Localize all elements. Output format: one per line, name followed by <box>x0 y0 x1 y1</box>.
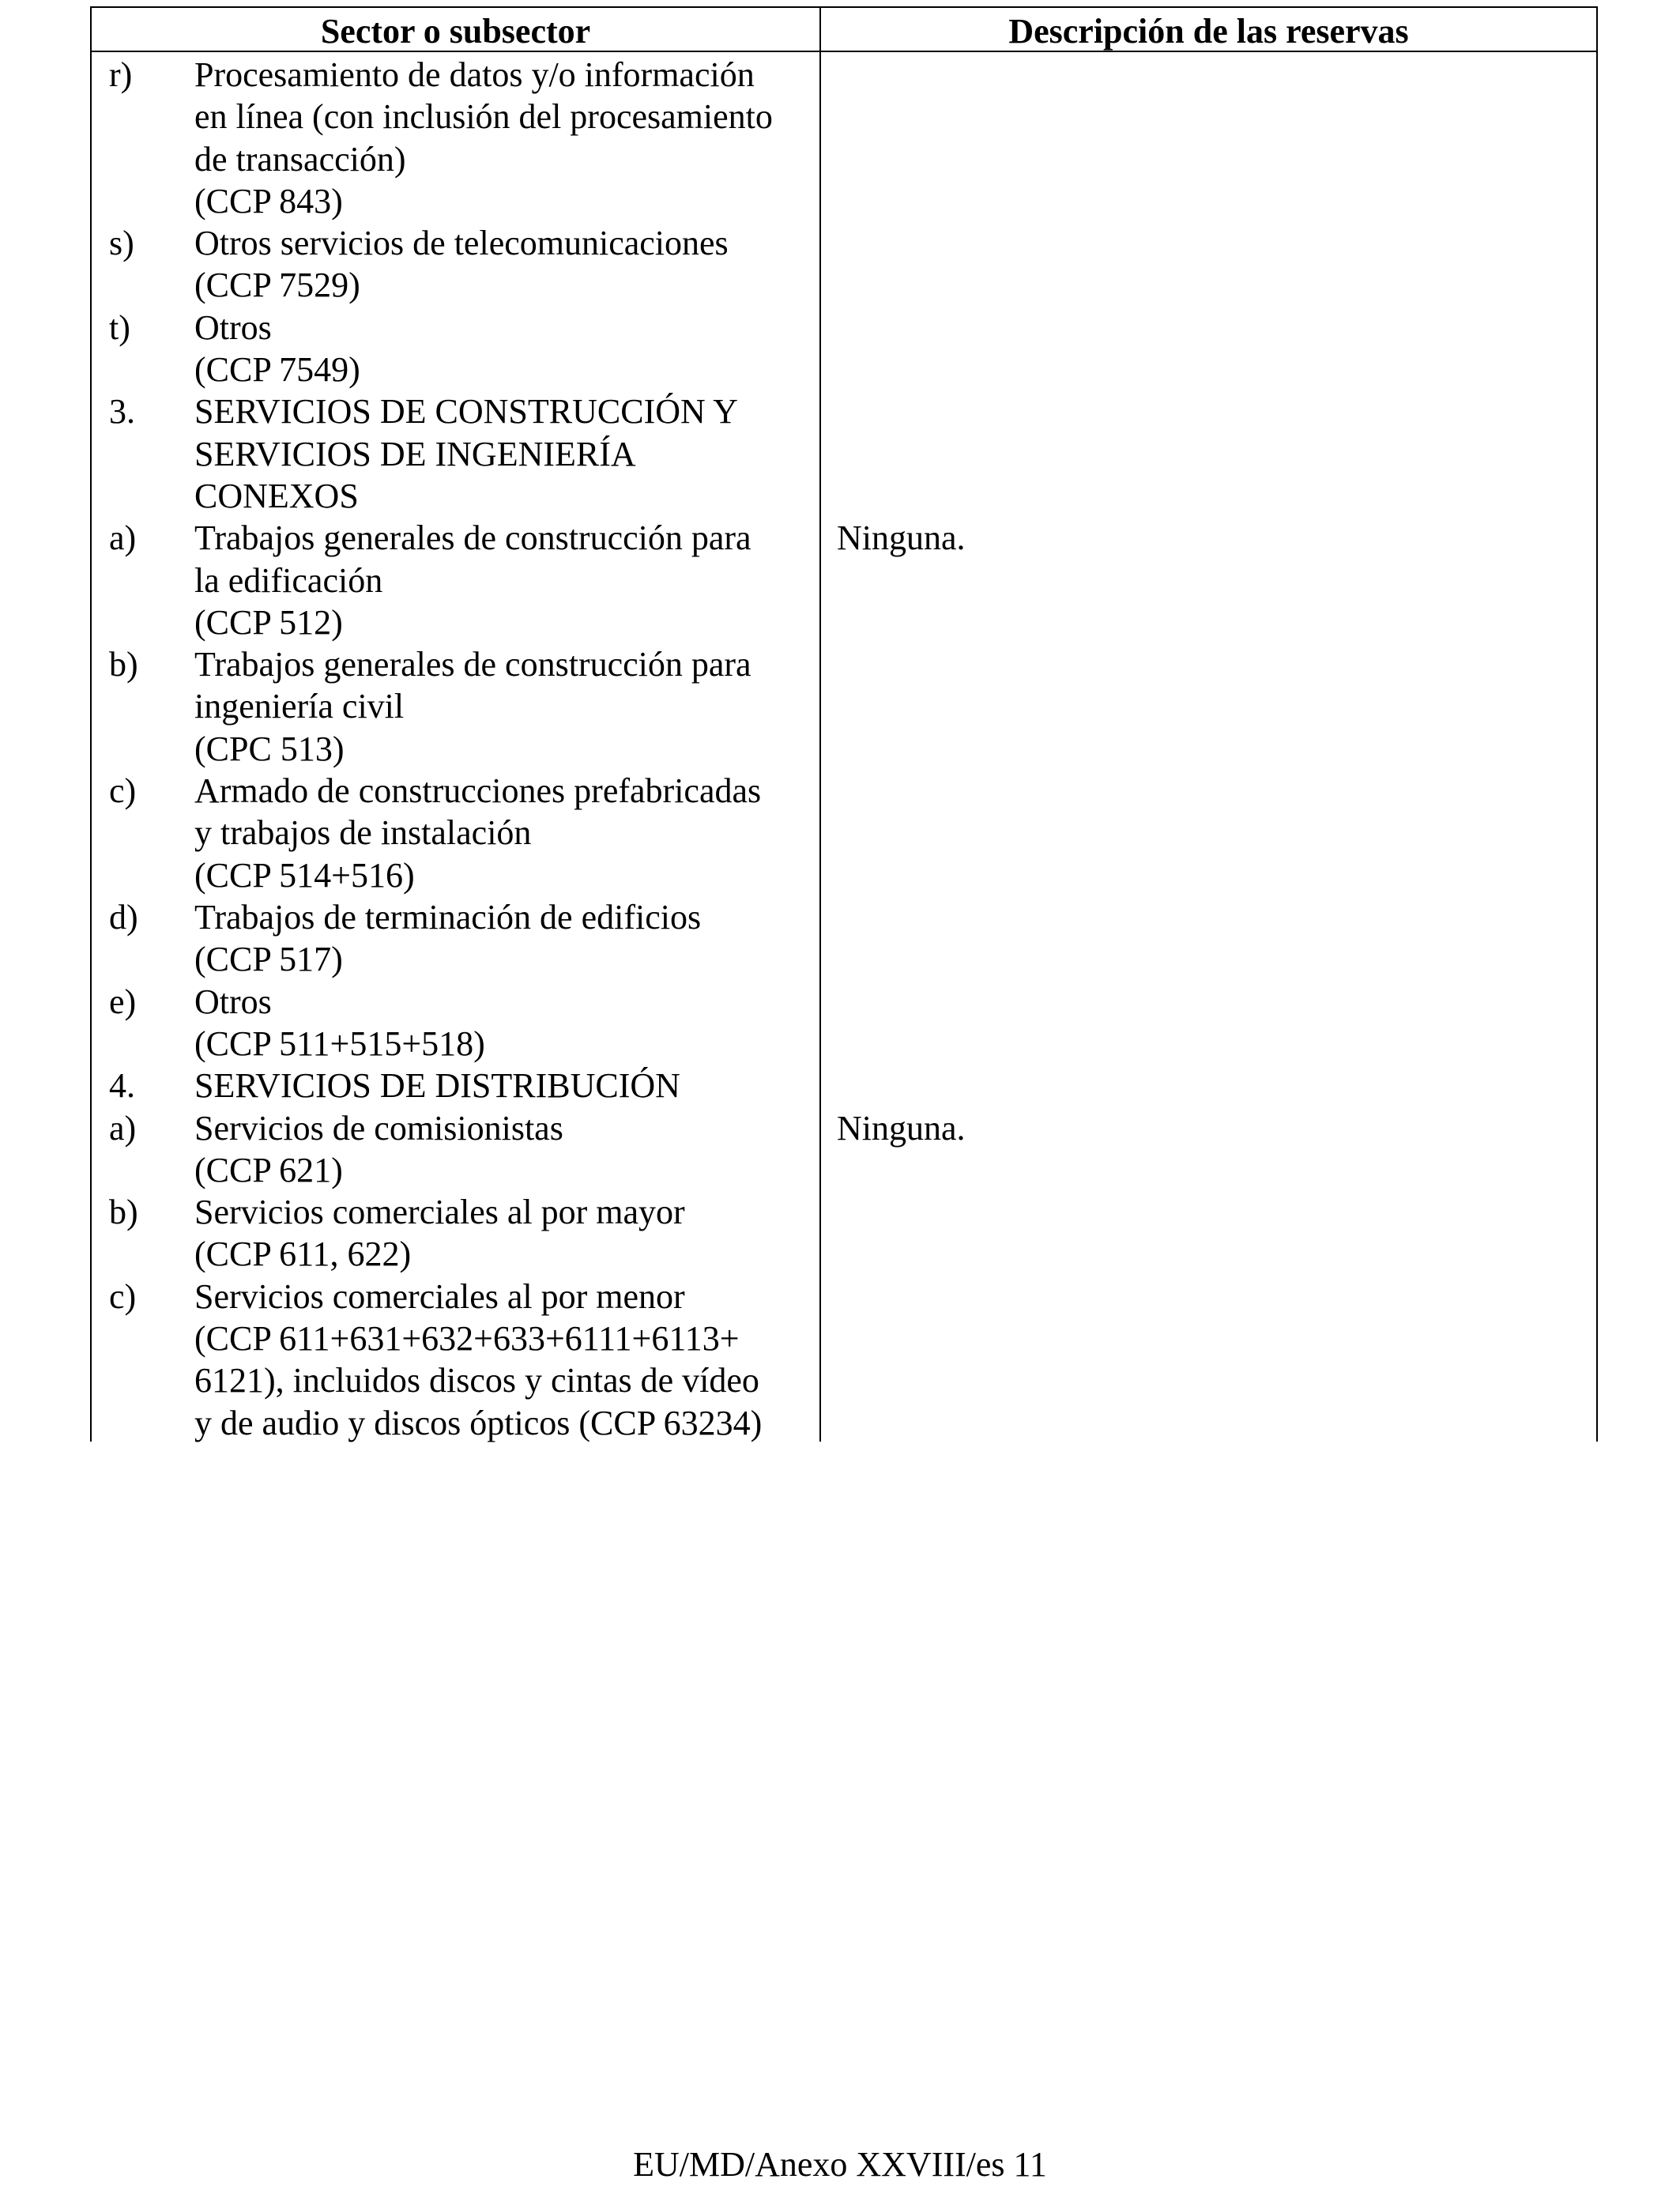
entry-text-line: (CCP 514+516) <box>194 855 415 895</box>
entry-marker: d) <box>109 898 138 937</box>
entry-text <box>194 981 819 1065</box>
entry-marker: a) <box>109 518 137 558</box>
entry-text-line: Trabajos generales de construcción para <box>194 645 751 684</box>
entry-text-line: Otros <box>194 307 272 347</box>
entry-text-line: de transacción) <box>194 139 406 179</box>
entry-text-line: y trabajos de instalación <box>194 813 532 853</box>
entry-text-line: y de audio y discos ópticos (CCP 63234) <box>194 1403 763 1442</box>
entry-text-line: Otros <box>194 982 272 1021</box>
entry-marker: 3. <box>109 392 135 432</box>
entry-marker: e) <box>109 982 137 1021</box>
page-footer-reference: EU/MD/Anexo XXVIII/es 11 <box>633 2145 1047 2184</box>
entry-text-line: (CCP 512) <box>194 602 343 642</box>
entry-text-line: (CCP 621) <box>194 1150 343 1189</box>
entry-text-line: (CCP 511+515+518) <box>194 1023 485 1063</box>
entry-marker: 4. <box>109 1066 135 1106</box>
entry-text <box>194 54 819 222</box>
entry-text-line: (CCP 517) <box>194 940 343 979</box>
reservation-text: Ninguna. <box>837 1108 966 1148</box>
entry-text-line: Trabajos generales de construcción para <box>194 518 751 558</box>
entry-text <box>194 517 819 643</box>
entry-marker: t) <box>109 307 130 347</box>
entry-text-line: SERVICIOS DE CONSTRUCCIÓN Y <box>194 392 738 432</box>
entry-text-line: Procesamiento de datos y/o información <box>194 55 755 94</box>
entry-text <box>194 222 819 307</box>
entry-text <box>194 1107 819 1192</box>
column-divider <box>819 8 821 1442</box>
entry-text <box>194 643 819 770</box>
entry-text <box>194 1065 819 1106</box>
reservation-text: Ninguna. <box>837 518 966 558</box>
reservations-table <box>90 6 1598 1442</box>
entry-text-line: (CCP 611, 622) <box>194 1235 412 1274</box>
entry-text-line: (CCP 611+631+632+633+6111+6113+ <box>194 1318 740 1358</box>
table-header-row <box>92 8 1596 52</box>
entry-text-line: (CCP 843) <box>194 181 343 221</box>
entry-marker: c) <box>109 1276 137 1316</box>
entry-text-line: (CCP 7529) <box>194 266 360 305</box>
entry-marker: a) <box>109 1108 137 1148</box>
entry-text-line: CONEXOS <box>194 476 359 515</box>
entry-text <box>194 1191 819 1276</box>
entry-text-line: Servicios comerciales al por mayor <box>194 1193 685 1232</box>
entry-text-line: 6121), incluidos discos y cintas de vídeo <box>194 1361 759 1400</box>
entry-text-line: Armado de construcciones prefabricadas <box>194 771 762 811</box>
entry-text-line: SERVICIOS DE DISTRIBUCIÓN <box>194 1066 680 1106</box>
entry-text-line: la edificación <box>194 560 383 600</box>
entry-marker: b) <box>109 645 138 684</box>
entry-text-line: Otros servicios de telecomunicaciones <box>194 224 729 263</box>
entry-text-line: Servicios comerciales al por menor <box>194 1276 685 1316</box>
entry-text <box>194 770 819 896</box>
entry-text <box>194 1276 819 1444</box>
entry-text-line: ingeniería civil <box>194 687 405 726</box>
entry-text-line: SERVICIOS DE INGENIERÍA <box>194 434 636 473</box>
entry-text <box>194 390 819 517</box>
entry-text-line: en línea (con inclusión del procesamiento <box>194 97 773 137</box>
entry-text-line: (CCP 7549) <box>194 350 360 390</box>
entry-marker: c) <box>109 771 137 811</box>
entry-marker: b) <box>109 1193 138 1232</box>
entry-marker: r) <box>109 55 133 94</box>
entry-marker: s) <box>109 224 134 263</box>
header-reservations: Descripción de las reservas <box>1008 12 1409 51</box>
entry-text-line: (CPC 513) <box>194 729 345 768</box>
entry-text <box>194 896 819 981</box>
header-sector: Sector o subsector <box>320 12 591 51</box>
entry-text-line: Trabajos de terminación de edificios <box>194 898 702 937</box>
entry-text <box>194 307 819 391</box>
entry-text-line: Servicios de comisionistas <box>194 1108 563 1148</box>
